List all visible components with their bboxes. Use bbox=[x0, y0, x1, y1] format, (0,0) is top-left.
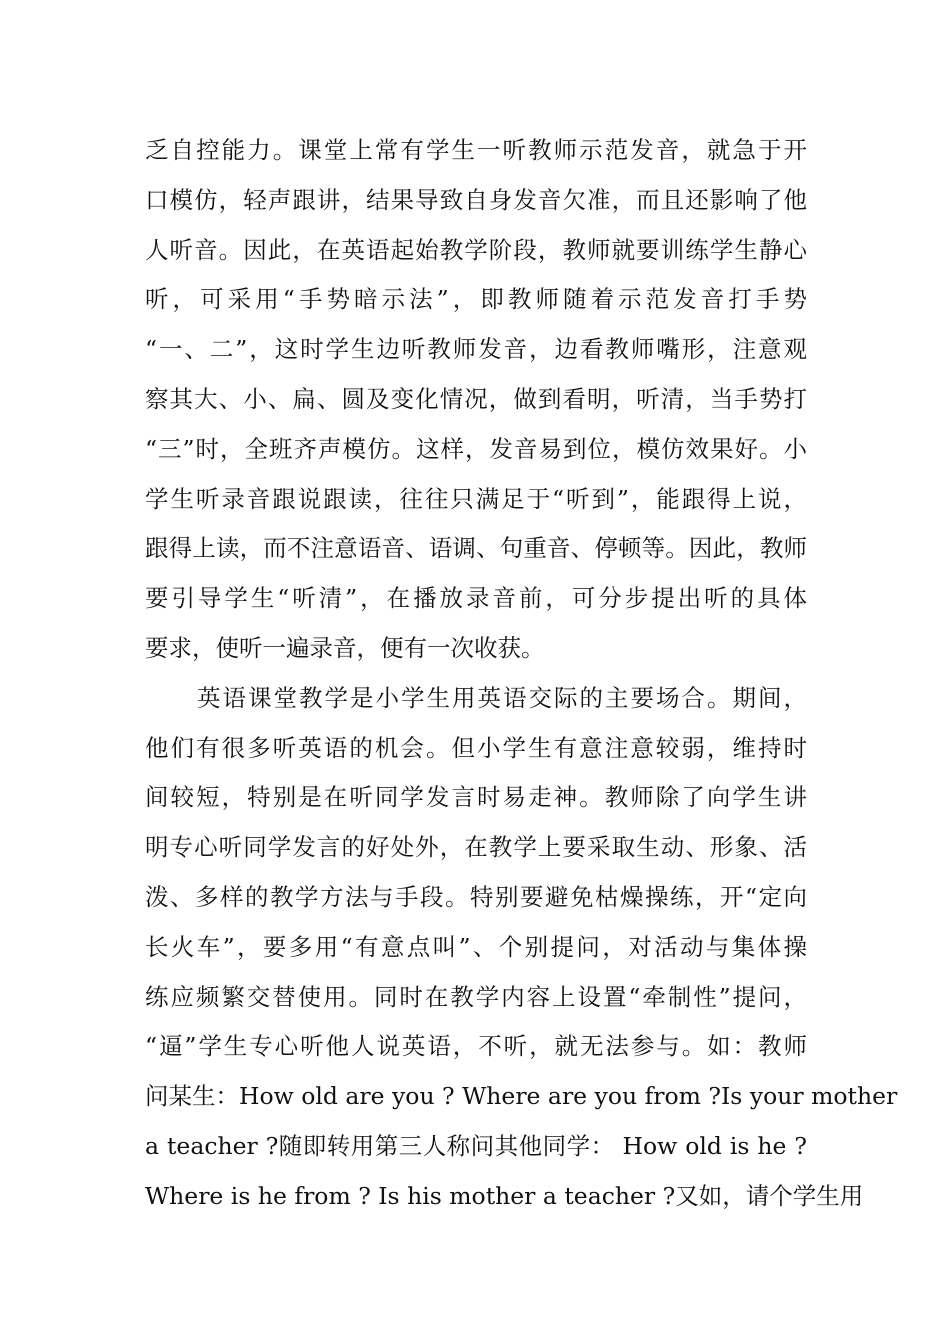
text-line: 间较短，特别是在听同学发言时易走神。教师除了向学生讲 bbox=[145, 783, 807, 812]
text-line: 跟得上读，而不注意语音、语调、句重音、停顿等。因此，教师 bbox=[145, 534, 807, 563]
text-line: 口模仿，轻声跟讲，结果导致自身发音欠准，而且还影响了他 bbox=[145, 185, 807, 214]
paragraph-2 bbox=[145, 674, 898, 1222]
text-line: 乏自控能力。课堂上常有学生一听教师示范发音，就急于开 bbox=[145, 136, 807, 164]
text-line: 明专心听同学发言的好处外，在教学上要采取生动、形象、活 bbox=[145, 833, 807, 862]
text-line: a teacher ?随即转用第三人称问其他同学： How old is he ? bbox=[145, 1131, 807, 1160]
text-line: 练应频繁交替使用。同时在教学内容上设置“牵制性”提问， bbox=[145, 982, 807, 1011]
text-line: 他们有很多听英语的机会。但小学生有意注意较弱，维持时 bbox=[145, 733, 807, 762]
text-line: 英语课堂教学是小学生用英语交际的主要场合。期间， bbox=[197, 683, 807, 712]
paragraph-1 bbox=[145, 126, 807, 674]
text-line: 问某生：How old are you ? Where are you from ?Is your mother bbox=[145, 1082, 898, 1111]
text-line: “三”时，全班齐声模仿。这样，发音易到位，模仿效果好。小 bbox=[145, 434, 807, 463]
text-line: Where is he from ? Is his mother a teacher ?又如，请个学生用 bbox=[145, 1181, 864, 1210]
text-line: 学生听录音跟说跟读，往往只满足于“听到”，能跟得上说， bbox=[145, 484, 807, 513]
text-line: “逼”学生专心听他人说英语，不听，就无法参与。如：教师 bbox=[145, 1032, 807, 1061]
text-line: 人听音。因此，在英语起始教学阶段，教师就要训练学生静心 bbox=[145, 235, 807, 264]
document-body bbox=[145, 126, 898, 1222]
text-line: 要求，使听一遍录音，便有一次收获。 bbox=[145, 633, 545, 662]
text-line: 长火车”，要多用“有意点叫”、个别提问，对活动与集体操 bbox=[145, 932, 807, 961]
text-line: 泼、多样的教学方法与手段。特别要避免枯燥操练，开“定向 bbox=[145, 882, 807, 911]
text-line: 察其大、小、扁、圆及变化情况，做到看明，听清，当手势打 bbox=[145, 384, 807, 413]
text-line: 听，可采用“手势暗示法”，即教师随着示范发音打手势 bbox=[145, 285, 807, 314]
text-line: 要引导学生“听清”，在播放录音前，可分步提出听的具体 bbox=[145, 584, 807, 613]
text-line: “一、二”，这时学生边听教师发音，边看教师嘴形，注意观 bbox=[145, 335, 807, 364]
